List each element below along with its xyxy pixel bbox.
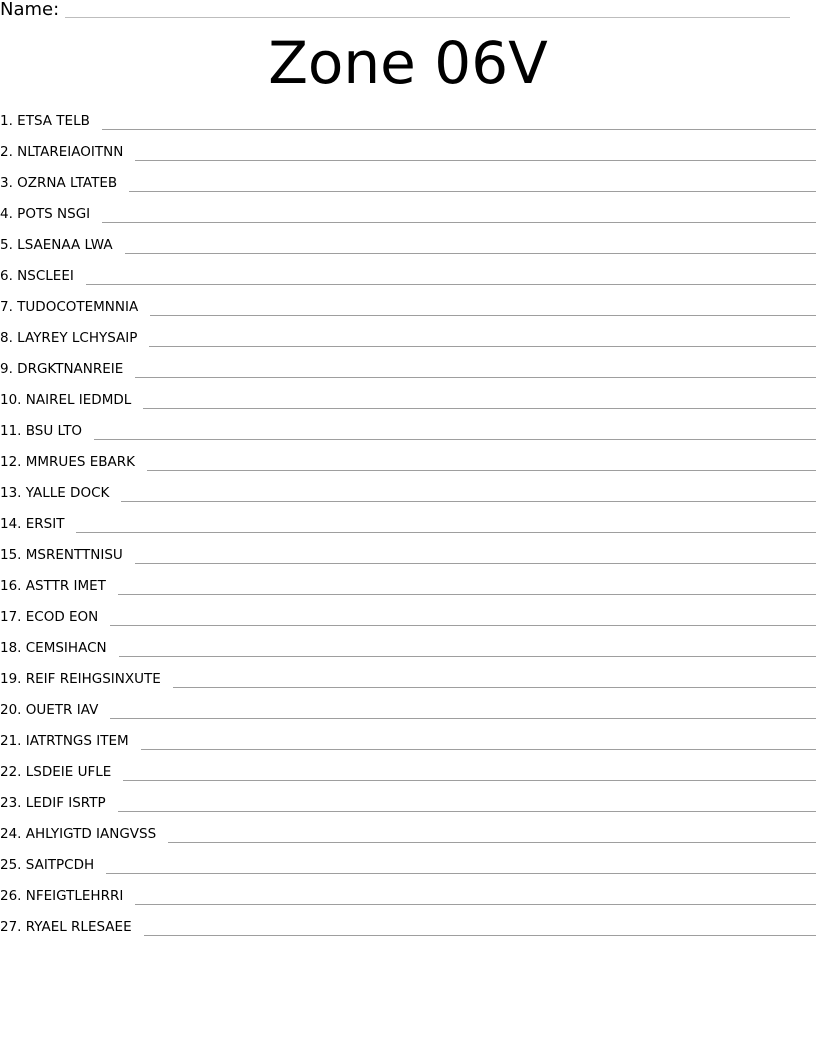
scrambled-word-label: 8. LAYREY LCHYSAIP — [0, 330, 138, 346]
answer-line[interactable] — [150, 298, 816, 316]
list-item — [0, 701, 816, 732]
list-item — [0, 298, 816, 329]
scrambled-word-label: 5. LSAENAA LWA — [0, 237, 113, 253]
scrambled-word-label: 25. SAITPCDH — [0, 857, 95, 873]
list-item — [0, 918, 816, 949]
answer-line[interactable] — [76, 515, 816, 533]
scrambled-word-label: 20. OUETR IAV — [0, 702, 99, 718]
name-answer-line[interactable] — [65, 0, 790, 18]
answer-line[interactable] — [119, 639, 816, 657]
name-row — [0, 0, 790, 24]
answer-line[interactable] — [135, 143, 816, 161]
scrambled-word-label: 16. ASTTR IMET — [0, 578, 106, 594]
scrambled-word-label: 19. REIF REIHGSINXUTE — [0, 671, 161, 687]
list-item — [0, 577, 816, 608]
answer-line[interactable] — [173, 670, 816, 688]
answer-line[interactable] — [110, 608, 816, 626]
list-item — [0, 422, 816, 453]
scrambled-word-label: 9. DRGKTNANREIE — [0, 361, 124, 377]
list-item — [0, 670, 816, 701]
list-item — [0, 887, 816, 918]
answer-line[interactable] — [118, 577, 816, 595]
list-item — [0, 143, 816, 174]
scrambled-word-label: 17. ECOD EON — [0, 609, 99, 625]
list-item — [0, 267, 816, 298]
scrambled-word-label: 24. AHLYIGTD IANGVSS — [0, 826, 157, 842]
list-item — [0, 794, 816, 825]
list-item — [0, 205, 816, 236]
list-item — [0, 639, 816, 670]
answer-line[interactable] — [144, 918, 816, 936]
list-item — [0, 391, 816, 422]
scrambled-word-label: 27. RYAEL RLESAEE — [0, 919, 132, 935]
list-item — [0, 546, 816, 577]
answer-line[interactable] — [129, 174, 816, 192]
list-item — [0, 825, 816, 856]
scrambled-word-label: 22. LSDEIE UFLE — [0, 764, 112, 780]
scrambled-word-label: 2. NLTAREIAOITNN — [0, 144, 124, 160]
list-item — [0, 112, 816, 143]
list-item — [0, 732, 816, 763]
answer-line[interactable] — [94, 422, 816, 440]
answer-line[interactable] — [141, 732, 816, 750]
list-item — [0, 453, 816, 484]
scrambled-word-label: 26. NFEIGTLEHRRI — [0, 888, 124, 904]
list-item — [0, 174, 816, 205]
answer-line[interactable] — [147, 453, 816, 471]
answer-line[interactable] — [135, 360, 816, 378]
scrambled-word-label: 7. TUDOCOTEMNNIA — [0, 299, 139, 315]
list-item — [0, 329, 816, 360]
list-item — [0, 236, 816, 267]
scrambled-word-label: 1. ETSA TELB — [0, 113, 90, 129]
scrambled-word-label: 11. BSU LTO — [0, 423, 83, 439]
list-item — [0, 856, 816, 887]
answer-line[interactable] — [135, 887, 816, 905]
name-label: Name: — [0, 0, 60, 20]
list-item — [0, 360, 816, 391]
answer-line[interactable] — [125, 236, 816, 254]
list-item — [0, 763, 816, 794]
answer-line[interactable] — [143, 391, 816, 409]
scrambled-word-label: 14. ERSIT — [0, 516, 65, 532]
answer-line[interactable] — [149, 329, 816, 347]
answer-line[interactable] — [110, 701, 816, 719]
worksheet-title: Zone 06V — [268, 29, 548, 97]
scrambled-word-label: 23. LEDIF ISRTP — [0, 795, 106, 811]
scrambled-word-label: 4. POTS NSGI — [0, 206, 91, 222]
scrambled-word-label: 3. OZRNA LTATEB — [0, 175, 118, 191]
scrambled-word-label: 21. IATRTNGS ITEM — [0, 733, 129, 749]
list-item — [0, 515, 816, 546]
scrambled-word-label: 18. CEMSIHACN — [0, 640, 107, 656]
answer-line[interactable] — [106, 856, 816, 874]
answer-line[interactable] — [135, 546, 816, 564]
scrambled-word-label: 10. NAIREL IEDMDL — [0, 392, 132, 408]
answer-line[interactable] — [168, 825, 816, 843]
scrambled-word-label: 13. YALLE DOCK — [0, 485, 110, 501]
answer-line[interactable] — [86, 267, 816, 285]
answer-line[interactable] — [102, 112, 816, 130]
list-item — [0, 608, 816, 639]
scrambled-word-label: 6. NSCLEEI — [0, 268, 74, 284]
list-item — [0, 484, 816, 515]
answer-line[interactable] — [123, 763, 816, 781]
answer-line[interactable] — [118, 794, 816, 812]
scrambled-word-label: 12. MMRUES EBARK — [0, 454, 135, 470]
answer-line[interactable] — [102, 205, 816, 223]
scrambled-word-label: 15. MSRENTTNISU — [0, 547, 123, 563]
answer-line[interactable] — [121, 484, 816, 502]
scrambled-word-list — [0, 112, 816, 949]
